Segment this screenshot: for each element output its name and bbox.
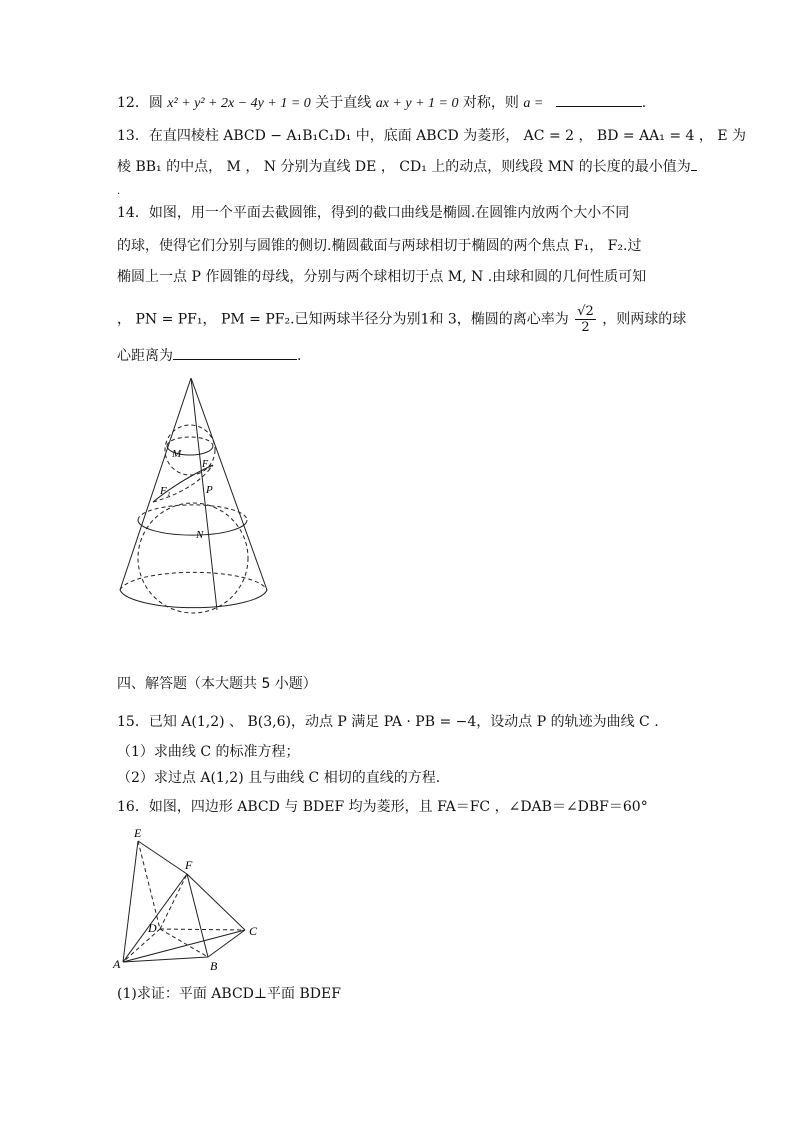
label-C: C [249,924,258,938]
q12-answer-blank[interactable] [556,94,642,107]
label-A: A [113,957,121,971]
q15-sub-1: （1）求曲线 C 的标准方程； [117,744,300,760]
q12-circle-equation: x² + y² + 2x − 4y + 1 = 0 [167,96,311,111]
section-4-title: 四、解答题（本大题共 5 小题） [117,676,317,692]
question-12 [117,93,646,114]
label-F1: F₁ [160,485,171,497]
label-E: E [134,826,142,840]
fraction-numerator: √2 [577,304,594,319]
q14-line-4-post: ，则两球的球 [602,311,687,328]
eccentricity-fraction [575,304,596,335]
q16-sub-1: (1)求证：平面 ABCD⊥平面 BDEF [117,986,341,1002]
q14-line-4 [117,304,686,335]
q14-line-5 [117,346,301,366]
label-F: F [185,858,193,872]
label-M: M [172,448,182,460]
fraction-denominator: 2 [581,320,590,335]
label-F2: F₂ [202,459,212,470]
q13-line-3: . [117,186,121,197]
q12-mid: 关于直线 [315,95,372,111]
cone-figure [110,372,280,622]
q14-line-1: 14．如图，用一个平面去截圆锥，得到的截口曲线是椭圆.在圆锥内放两个大小不同 [117,205,630,221]
q14-line-4-pre: ， PN = PF₁， PM = PF₂.已知两球半径分为别1和 3，椭圆的离心率为 [117,311,569,328]
label-B: B [210,959,218,973]
prism-figure [110,822,270,974]
label-N: N [196,529,204,541]
q14-line-3: 椭圆上一点 P 作圆锥的母线，分别与两个球相切于点 M, N .由球和圆的几何性质可知 [117,269,647,285]
q15-line-1: 15．已知 A(1,2) 、 B(3,6)，动点 P 满足 PA · PB = −4，设动点 P 的轨迹为曲线 C . [117,714,659,730]
q12-pre: 圆 [148,95,163,111]
q14-line-5-text: 心距离为 [117,348,173,364]
q14-answer-blank[interactable] [173,347,297,360]
q12-end: . [641,95,647,111]
q13-answer-blank[interactable] [691,158,697,171]
q13-line-1: 13．在直四棱柱 ABCD − A₁B₁C₁D₁ 中，底面 ABCD 为菱形， AC = 2 ， BD = AA₁ = 4 ， E 为 [117,128,747,144]
q12-number: 12． [117,95,149,111]
label-D: D [148,921,157,935]
q13-line-2 [117,157,697,177]
q12-post: 对称，则 [462,95,519,111]
q13-line-2-text: 棱 BB₁ 的中点， M ， N 分别为直线 DE ， CD₁ 上的动点，则线段 MN 的长度的最小值为 [117,159,691,175]
q12-line-equation: ax + y + 1 = 0 [375,96,459,111]
q14-line-2: 的球，使得它们分别与圆锥的侧切.椭圆截面与两球相切于椭圆的两个焦点 F₁， F₂.过 [117,238,642,254]
q16-line-1: 16．如图，四边形 ABCD 与 BDEF 均为菱形，且 FA＝FC ，∠DAB＝∠DBF＝60° [117,799,648,815]
q12-ask: a = [523,96,544,111]
q14-line-5-end: . [297,348,302,364]
q15-sub-2: （2）求过点 A(1,2) 且与曲线 C 相切的直线的方程. [117,770,441,786]
label-P: P [206,484,213,496]
